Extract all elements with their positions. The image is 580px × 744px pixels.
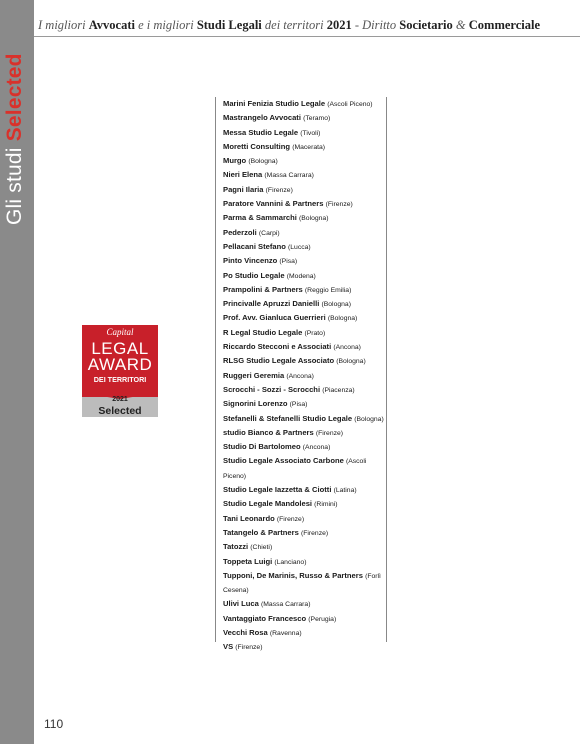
firm-name: Prof. Avv. Gianluca Guerrieri xyxy=(223,313,326,323)
section-title-accent: Selected xyxy=(3,53,26,142)
firm-city: (Firenze) xyxy=(325,201,353,209)
firm-name: Po Studio Legale xyxy=(223,270,285,280)
firm-city: (Prato) xyxy=(304,329,326,337)
firm-name: Studio Legale Mandolesi xyxy=(223,499,313,509)
firm-entry xyxy=(223,412,385,426)
firm-entry xyxy=(223,254,385,268)
firm-city: (Massa Carrara) xyxy=(261,601,311,609)
firm-name: Prampolini & Partners xyxy=(223,284,303,294)
firm-city: (Ancona) xyxy=(302,444,331,452)
header-part: dei territori xyxy=(264,18,324,32)
firm-name: Scrocchi - Sozzi - Scrocchi xyxy=(223,384,321,394)
firm-city: (Firenze) xyxy=(276,515,305,523)
firm-entry xyxy=(223,140,385,154)
firm-city: (Bologna) xyxy=(354,415,384,423)
firm-city: (Macerata) xyxy=(292,143,326,151)
firm-entry xyxy=(223,97,385,111)
firm-name: Princivalle Apruzzi Danielli xyxy=(223,299,320,309)
firm-entry xyxy=(223,126,385,140)
header-part: & xyxy=(455,18,466,32)
firm-name: Tani Leonardo xyxy=(223,513,275,523)
firm-entry xyxy=(223,168,385,182)
firm-entry xyxy=(223,311,385,325)
badge-line-territori: DEI TERRITORI xyxy=(93,375,147,384)
firm-entry xyxy=(223,483,385,497)
firm-entry xyxy=(223,454,385,483)
firm-city: (Ravenna) xyxy=(269,629,302,637)
running-header xyxy=(38,18,578,33)
firm-entry xyxy=(223,111,385,125)
header-part: Societario xyxy=(399,18,453,32)
firm-entry xyxy=(223,626,385,640)
firm-city: (Chieti) xyxy=(250,544,273,552)
firm-name: studio Bianco & Partners xyxy=(223,427,314,437)
firm-name: Vecchi Rosa xyxy=(223,627,268,637)
header-part: e i migliori xyxy=(138,18,194,32)
firm-name: VS xyxy=(223,642,234,652)
firm-name: Pinto Vincenzo xyxy=(223,256,278,266)
badge-selected-label: Selected xyxy=(98,405,142,417)
firm-name: Nieri Elena xyxy=(223,170,263,180)
header-part: Avvocati xyxy=(88,18,135,32)
firm-entry xyxy=(223,426,385,440)
firm-name: Paratore Vannini & Partners xyxy=(223,199,324,209)
firm-entry xyxy=(223,297,385,311)
firm-city: (Firenze) xyxy=(300,529,329,537)
firm-name: Pagni Ilaria xyxy=(223,184,264,194)
firm-entry xyxy=(223,397,385,411)
firm-city: (Bologna) xyxy=(327,315,358,323)
header-part: 2021 xyxy=(326,18,352,32)
firm-city: (Ascoli Piceno) xyxy=(223,458,367,480)
firm-name: Vantaggiato Francesco xyxy=(223,613,307,623)
firm-name: Moretti Consulting xyxy=(223,141,291,151)
firm-entry xyxy=(223,154,385,168)
firm-name: Tatozzi xyxy=(223,542,249,552)
firm-name: Tatangelo & Partners xyxy=(223,527,299,537)
firm-entry xyxy=(223,354,385,368)
section-title xyxy=(3,53,27,225)
firm-name: R Legal Studio Legale xyxy=(223,327,303,337)
firm-city: (Bologna) xyxy=(321,301,351,309)
firm-name: Toppeta Luigi xyxy=(223,556,273,566)
firm-name: Parma & Sammarchi xyxy=(223,213,297,223)
firm-name: Murgo xyxy=(223,156,247,166)
side-band xyxy=(0,0,34,744)
firm-name: Tupponi, De Marinis, Russo & Partners xyxy=(223,570,363,580)
firm-name: Mastrangelo Avvocati xyxy=(223,113,301,123)
firm-entry xyxy=(223,183,385,197)
firm-name: Messa Studio Legale xyxy=(223,127,299,137)
firm-city: (Latina) xyxy=(333,487,357,495)
badge-line-legal: LEGAL xyxy=(91,339,149,358)
firm-entry xyxy=(223,440,385,454)
badge-year: 2021 xyxy=(112,396,128,403)
firm-city: (Carpi) xyxy=(258,229,280,237)
badge-line-award: AWARD xyxy=(87,355,153,374)
firm-city: (Bologna) xyxy=(336,358,366,366)
firm-entry xyxy=(223,326,385,340)
firm-entry xyxy=(223,612,385,626)
header-part: - xyxy=(354,18,359,32)
firm-entry xyxy=(223,369,385,383)
firm-city: (Bologna) xyxy=(299,215,329,223)
firm-entry xyxy=(223,283,385,297)
firm-name: Riccardo Stecconi e Associati xyxy=(223,342,332,352)
badge-brand: Capital xyxy=(106,327,134,337)
firm-name: Studio Di Bartolomeo xyxy=(223,442,301,452)
firm-name: Stefanelli & Stefanelli Studio Legale xyxy=(223,413,353,423)
firm-city: (Lucca) xyxy=(288,243,311,251)
firm-entry xyxy=(223,526,385,540)
firm-city: (Perugia) xyxy=(308,615,337,623)
firm-entry xyxy=(223,569,385,598)
firm-name: Ulivi Luca xyxy=(223,599,259,609)
firm-entry xyxy=(223,197,385,211)
firm-entry xyxy=(223,340,385,354)
firm-city: (Ascoli Piceno) xyxy=(327,101,373,108)
firm-city: (Teramo) xyxy=(303,115,331,123)
firm-city: (Reggio Emilia) xyxy=(304,286,352,294)
firm-entry xyxy=(223,640,385,654)
firm-city: (Tivoli) xyxy=(300,129,321,137)
firm-city: (Bologna) xyxy=(248,158,278,166)
firm-city: (Lanciano) xyxy=(274,558,307,566)
firm-city: (Ancona) xyxy=(286,372,314,380)
firm-city: (Firenze) xyxy=(235,644,263,652)
header-part: I migliori xyxy=(38,18,86,32)
firm-entry xyxy=(223,597,385,611)
firm-entry xyxy=(223,512,385,526)
firm-city: (Rimini) xyxy=(314,501,338,509)
firm-name: Pellacani Stefano xyxy=(223,241,286,251)
firm-entry xyxy=(223,540,385,554)
firm-city: (Forlì Cesena) xyxy=(223,572,381,595)
firm-city: (Pisa) xyxy=(279,258,298,266)
firm-city: (Massa Carrara) xyxy=(264,172,314,180)
header-part: Diritto xyxy=(362,18,397,32)
firm-entry xyxy=(223,226,385,240)
firm-name: Studio Legale Associato Carbone xyxy=(223,456,344,466)
firm-entry xyxy=(223,383,385,397)
legal-award-badge xyxy=(82,325,158,417)
firm-entry xyxy=(223,555,385,569)
firm-city: (Pisa) xyxy=(289,401,308,409)
section-title-plain: Gli studi xyxy=(3,147,26,225)
firm-entry xyxy=(223,240,385,254)
firm-city: (Modena) xyxy=(286,272,316,280)
firm-name: RLSG Studio Legale Associato xyxy=(223,356,335,366)
firm-city: (Ancona) xyxy=(333,344,361,352)
header-divider xyxy=(34,36,580,37)
firm-city: (Piacenza) xyxy=(322,386,355,394)
firm-list-column xyxy=(215,97,387,652)
firm-city: (Firenze) xyxy=(315,429,344,437)
firm-name: Marini Fenizia Studio Legale xyxy=(223,99,326,108)
firm-entry xyxy=(223,497,385,511)
firm-list xyxy=(223,97,385,655)
firm-city: (Firenze) xyxy=(265,186,293,194)
firm-entry xyxy=(223,269,385,283)
firm-name: Signorini Lorenzo xyxy=(223,399,288,409)
firm-entry xyxy=(223,211,385,225)
firm-name: Ruggeri Geremia xyxy=(223,370,285,380)
firm-name: Pederzoli xyxy=(223,227,257,237)
header-part: Commerciale xyxy=(468,18,541,32)
firm-name: Studio Legale Iazzetta & Ciotti xyxy=(223,485,332,495)
page-number: 110 xyxy=(44,717,64,731)
header-part: Studi Legali xyxy=(196,18,262,32)
